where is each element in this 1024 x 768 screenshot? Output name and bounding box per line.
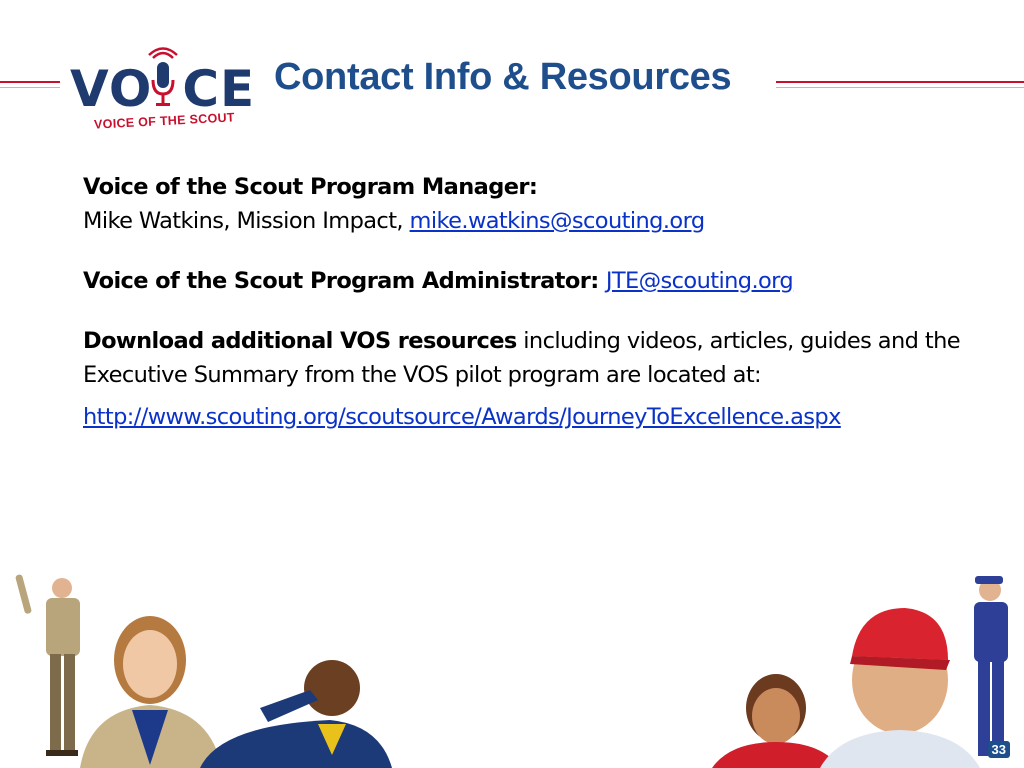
microphone-icon xyxy=(146,46,180,120)
admin-email-link[interactable]: JTE@scouting.org xyxy=(605,268,794,294)
download-heading: Download additional VOS resources xyxy=(83,328,517,354)
contact-content xyxy=(83,170,963,434)
header-rule-right xyxy=(776,81,1024,88)
scout-cap-figure xyxy=(820,608,980,768)
scout-waving-figure xyxy=(15,574,80,756)
scout-boy-figure xyxy=(712,674,840,768)
resource-block xyxy=(83,400,963,434)
scouts-photo-strip xyxy=(0,560,1024,768)
voice-logo xyxy=(70,42,260,142)
page-title: Contact Info & Resources xyxy=(274,56,732,98)
manager-block xyxy=(83,170,963,238)
logo-tagline: VOICE OF THE SCOUT xyxy=(93,110,236,132)
manager-heading: Voice of the Scout Program Manager: xyxy=(83,174,538,200)
scout-saluting-figure xyxy=(200,660,392,768)
scout-smiling-figure xyxy=(80,616,222,768)
scouts-illustration xyxy=(0,560,1024,768)
page-number: 33 xyxy=(988,741,1010,758)
manager-text: Mike Watkins, Mission Impact, xyxy=(83,208,410,234)
admin-block xyxy=(83,264,963,298)
download-text: including videos, articles, guides and the Executive Summary from the VOS pilot program are located at: xyxy=(83,328,960,388)
download-block xyxy=(83,324,963,392)
admin-heading: Voice of the Scout Program Administrator: xyxy=(83,268,606,294)
logo-wordmark: VO CE xyxy=(70,60,256,118)
header-rule-left xyxy=(0,81,60,88)
resource-url-link[interactable]: http://www.scouting.org/scoutsource/Awards/JourneyToExcellence.aspx xyxy=(83,404,841,430)
scout-cub-figure xyxy=(974,576,1008,756)
manager-email-link[interactable]: mike.watkins@scouting.org xyxy=(409,208,705,234)
